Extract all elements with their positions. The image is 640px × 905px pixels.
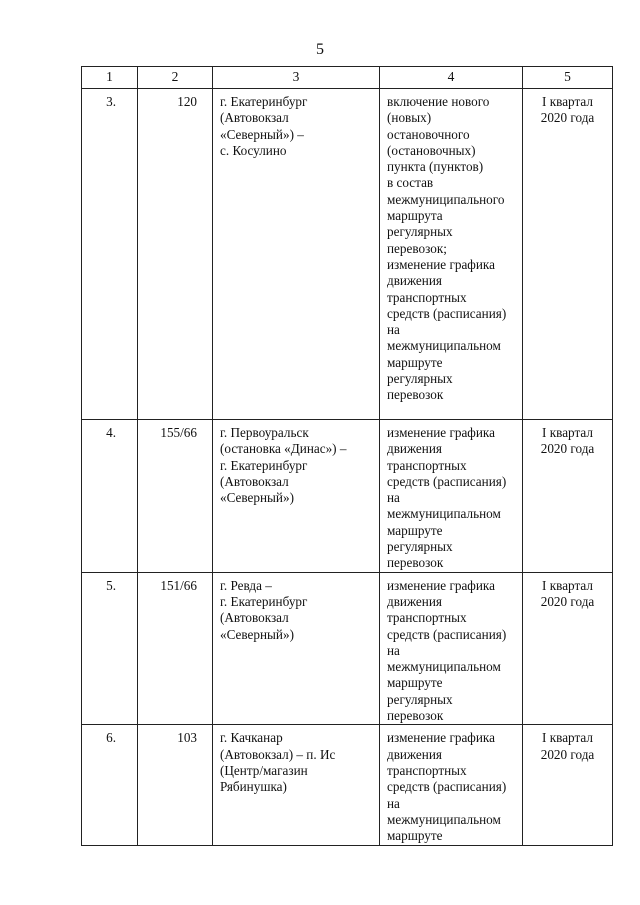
table-header-row (82, 67, 613, 89)
action-cell-line: в состав (387, 175, 434, 191)
action-cell (380, 725, 523, 846)
route-name-cell-line: «Северный») (220, 490, 294, 506)
action-cell-line: маршруте (387, 675, 443, 691)
action-cell-line: межмуниципальном (387, 338, 501, 354)
route-name-cell (213, 725, 380, 846)
action-cell-line: средств (расписания) (387, 305, 507, 321)
route-name-cell-line: г. Качканар (220, 730, 283, 746)
route-name-cell-line: (Центр/магазин (220, 762, 308, 778)
route-name-cell-line: Рябинушка) (220, 779, 287, 795)
action-cell-line: изменение графика (387, 730, 495, 746)
action-cell-line: на (387, 795, 400, 811)
route-number-cell: 155/66 (138, 420, 213, 573)
term-cell (523, 89, 613, 420)
action-cell-line: изменение графика (387, 256, 495, 272)
route-name-cell-line: с. Косулино (220, 142, 287, 158)
route-name-cell-line: г. Екатеринбург (220, 457, 308, 473)
routes-table (81, 66, 613, 846)
table-row (82, 572, 613, 725)
action-cell-line: межмуниципального (387, 191, 505, 207)
action-cell-line: регулярных (387, 539, 453, 555)
action-cell (380, 572, 523, 725)
term-cell-line: 2020 года (540, 593, 595, 609)
term-cell (523, 420, 613, 573)
term-cell-line: 2020 года (540, 441, 595, 457)
action-cell-line: маршрута (387, 208, 443, 224)
action-cell-line: пункта (пунктов) (387, 159, 484, 175)
action-cell (380, 89, 523, 420)
action-cell-line: перевозок (387, 387, 444, 403)
table-row (82, 725, 613, 846)
action-cell-line: движения (387, 273, 442, 289)
column-header: 1 (82, 67, 138, 89)
route-number-cell: 120 (138, 89, 213, 420)
term-cell-line: 2020 года (540, 110, 595, 126)
action-cell-line: на (387, 322, 400, 338)
action-cell-line: межмуниципальном (387, 811, 501, 827)
action-cell-line: транспортных (387, 610, 467, 626)
route-name-cell (213, 572, 380, 725)
action-cell (380, 420, 523, 573)
row-number-cell: 5. (82, 572, 138, 725)
route-name-cell-line: (Автовокзал (220, 610, 289, 626)
term-cell-line: I квартал (542, 730, 593, 746)
action-cell-line: межмуниципальном (387, 506, 501, 522)
action-cell-line: транспортных (387, 762, 467, 778)
term-cell-line: I квартал (542, 425, 593, 440)
term-cell (523, 725, 613, 846)
row-number-cell: 3. (82, 89, 138, 420)
action-cell-line: на (387, 642, 400, 658)
action-cell-line: движения (387, 746, 442, 762)
action-cell-line: регулярных (387, 371, 453, 387)
route-name-cell-line: (Автовокзал (220, 110, 289, 126)
term-cell-line: I квартал (542, 577, 593, 593)
row-number-cell: 6. (82, 725, 138, 846)
action-cell-line: средств (расписания) (387, 779, 507, 795)
route-name-cell-line: г. Екатеринбург (220, 593, 308, 609)
route-name-cell (213, 420, 380, 573)
action-cell-line: регулярных (387, 224, 453, 240)
action-cell-line: маршруте (387, 522, 443, 538)
action-cell-line: маршруте (387, 354, 443, 370)
column-header: 3 (213, 67, 380, 89)
column-header: 4 (380, 67, 523, 89)
term-cell-line: I квартал (542, 94, 593, 109)
route-name-cell-line: г. Ревда – (220, 577, 272, 593)
action-cell-line: перевозок (387, 555, 444, 571)
route-number-cell: 103 (138, 725, 213, 846)
action-cell-line: (новых) (387, 110, 432, 126)
action-cell-line: изменение графика (387, 425, 495, 440)
action-cell-line: изменение графика (387, 577, 495, 593)
route-name-cell-line: «Северный») – (220, 126, 304, 142)
action-cell-line: транспортных (387, 457, 467, 473)
route-name-cell (213, 89, 380, 420)
action-cell-line: средств (расписания) (387, 626, 507, 642)
action-cell-line: регулярных (387, 691, 453, 707)
term-cell-line: 2020 года (540, 746, 595, 762)
route-name-cell-line: «Северный») (220, 626, 294, 642)
column-header: 5 (523, 67, 613, 89)
action-cell-line: перевозок; (387, 240, 447, 256)
action-cell-line: остановочного (387, 126, 470, 142)
action-cell-line: межмуниципальном (387, 659, 501, 675)
action-cell-line: маршруте (387, 828, 443, 844)
page-number: 5 (316, 41, 324, 58)
action-cell-line: на (387, 490, 400, 506)
route-name-cell-line: (остановка «Динас») – (220, 441, 347, 457)
route-name-cell-line: г. Екатеринбург (220, 94, 308, 109)
route-name-cell-line: (Автовокзал (220, 473, 289, 489)
row-number-cell: 4. (82, 420, 138, 573)
table-row (82, 420, 613, 573)
route-name-cell-line: г. Первоуральск (220, 425, 309, 440)
table-row (82, 89, 613, 420)
route-number-cell: 151/66 (138, 572, 213, 725)
table-body (82, 89, 613, 846)
column-header: 2 (138, 67, 213, 89)
action-cell-line: движения (387, 593, 442, 609)
action-cell-line: движения (387, 441, 442, 457)
route-name-cell-line: (Автовокзал) – п. Ис (220, 746, 336, 762)
action-cell-line: включение нового (387, 94, 490, 109)
action-cell-line: (остановочных) (387, 142, 476, 158)
term-cell (523, 572, 613, 725)
action-cell-line: средств (расписания) (387, 473, 507, 489)
action-cell-line: перевозок (387, 708, 444, 724)
action-cell-line: транспортных (387, 289, 467, 305)
